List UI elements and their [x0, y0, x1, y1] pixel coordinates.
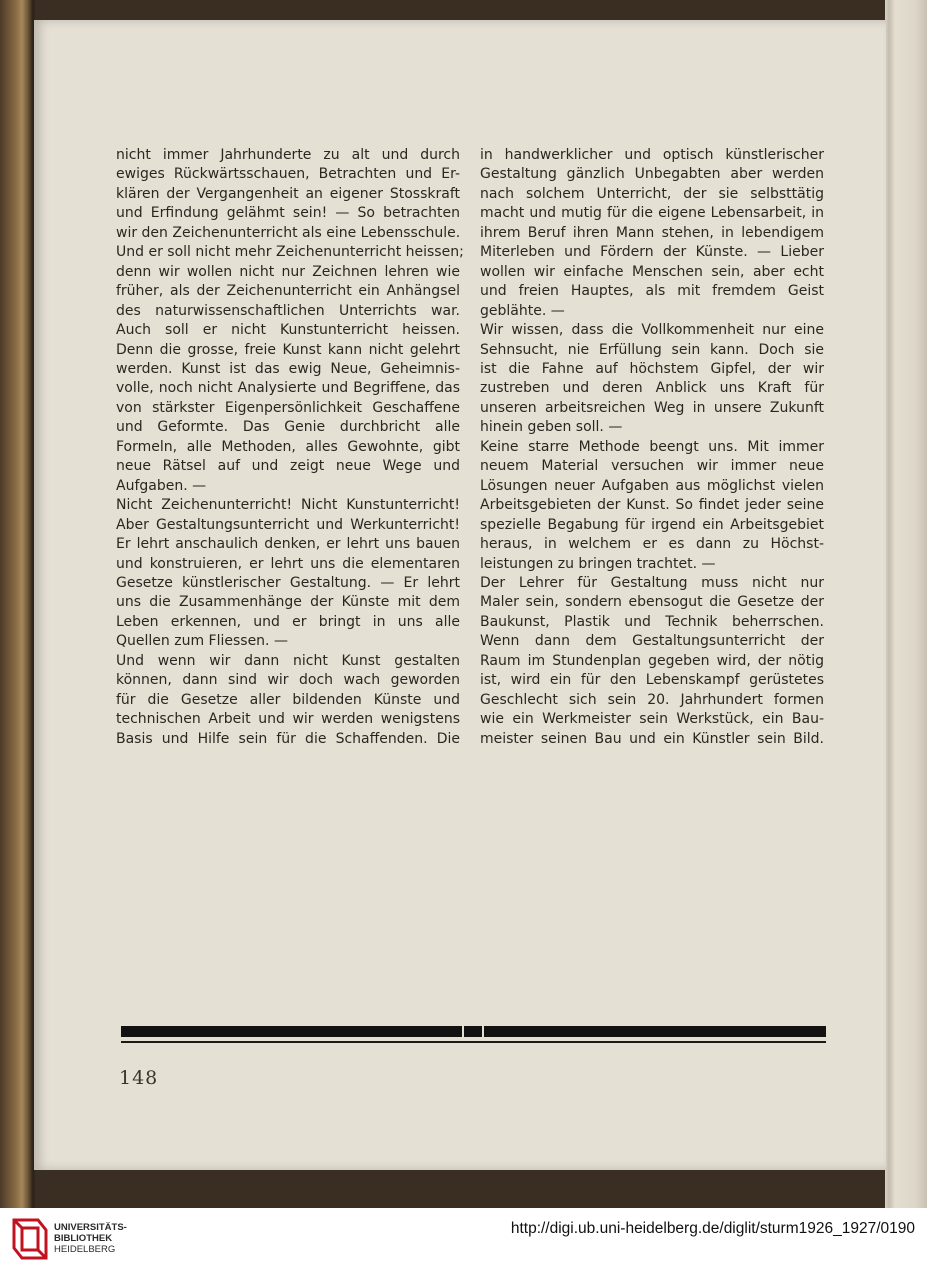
book-spine — [0, 0, 36, 1208]
text-line: volle, noch nicht Analysierte und Begriffene, das — [116, 380, 460, 397]
text-line: nach solchem Unterricht, der sie selbsttätig — [480, 185, 824, 202]
text-line: heraus, in welchem er es dann zu Höchst- — [480, 536, 824, 553]
library-line-1: UNIVERSITÄTS- — [54, 1222, 127, 1233]
text-line: in handwerklicher und optisch künstlerischer — [480, 147, 824, 163]
text-line: klären der Vergangenheit an eigener Stosskraft — [116, 185, 460, 202]
right-text-column — [480, 146, 824, 749]
text-line: Gestaltung gänzlich Unbegabten aber werden — [480, 166, 824, 183]
text-line: Auch soll er nicht Kunstunterricht heissen. — [116, 322, 460, 339]
text-line: denn wir wollen nicht nur Zeichnen lehren wie — [116, 263, 460, 280]
left-text-column — [116, 146, 464, 749]
text-line: Lösungen neuer Aufgaben aus möglichst vielen — [480, 477, 824, 494]
text-line: können, dann sind wir doch wach geworden — [116, 672, 460, 689]
text-line: werden. Kunst ist das ewig Neue, Geheimnis- — [116, 360, 460, 377]
text-line: wir den Zeichenunterricht als eine Lebensschule. — [116, 224, 461, 241]
thin-rule — [121, 1041, 826, 1043]
text-line: Raum im Stundenplan gegeben wird, der nötig — [480, 652, 824, 669]
text-line: uns die Zusammenhänge der Künste mit dem — [116, 594, 460, 611]
text-line: und konstruieren, er lehrt uns die elementaren — [116, 555, 460, 572]
permalink-url[interactable]: http://digi.ub.uni-heidelberg.de/diglit/sturm1926_1927/0190 — [510, 1220, 915, 1237]
text-line: spezielle Begabung für irgend ein Arbeitsgebiet — [480, 516, 824, 533]
text-line: leistungen zu bringen trachtet. — — [480, 555, 716, 572]
text-line: ist, wird ein für den Lebenskampf gerüstetes — [480, 672, 824, 689]
text-line: Sehnsucht, nie Erfüllung sein kann. Doch sie — [480, 341, 824, 358]
text-line: Geschlecht sich sein 20. Jahrhundert formen — [480, 691, 824, 708]
text-line: Miterleben und Fördern der Künste. — Lieber — [480, 244, 824, 261]
text-line: wie ein Werkmeister sein Werkstück, ein Bau- — [480, 711, 824, 728]
text-line: und freien Hauptes, als mit fremdem Geist — [480, 283, 824, 300]
text-line: technischen Arbeit und wir werden wenigstens — [116, 711, 460, 728]
text-line: nicht immer Jahrhunderte zu alt und durch — [116, 147, 460, 163]
text-line: Wir wissen, dass die Vollkommenheit nur eine — [480, 322, 824, 339]
text-line: Und er soll nicht mehr Zeichenunterricht heissen; — [116, 244, 464, 261]
text-line: ewiges Rückwärtsschauen, Betrachten und Er- — [116, 166, 460, 183]
text-line: neue Rätsel auf und zeigt neue Wege und — [116, 458, 460, 475]
text-line: geblähte. — — [480, 302, 565, 319]
rule-gap — [462, 1026, 464, 1037]
text-line: Keine starre Methode beengt uns. Mit immer — [480, 438, 824, 455]
text-line: Quellen zum Fliessen. — — [116, 633, 288, 650]
text-line: neuem Material versuchen wir immer neue — [480, 458, 824, 475]
text-line: Arbeitsgebieten der Kunst. So findet jeder seine — [480, 497, 824, 514]
text-line: von stärkster Eigenpersönlichkeit Geschaffene — [116, 399, 460, 416]
text-line: ihrem Beruf ihren Mann stehen, in lebendigem — [480, 224, 824, 241]
text-line: macht und mutig für die eigene Lebensarbeit, in — [480, 205, 824, 222]
text-line: unseren arbeitsreichen Weg in unsere Zukunft — [480, 399, 824, 416]
text-line: Gesetze künstlerischer Gestaltung. — Er lehrt — [116, 574, 460, 591]
text-line: Der Lehrer für Gestaltung muss nicht nur — [480, 574, 824, 591]
text-line: und Geformte. Das Genie durchbricht alle — [116, 419, 460, 436]
text-line: ist die Fahne auf höchstem Gipfel, der wir — [480, 360, 824, 377]
text-line: hinein geben soll. — — [480, 419, 623, 436]
library-line-2: BIBLIOTHEK — [54, 1233, 113, 1244]
text-line: für die Gesetze aller bildenden Künste und — [116, 691, 460, 708]
text-line: früher, als der Zeichenunterricht ein Anhängsel — [116, 283, 460, 300]
text-line: Er lehrt anschaulich denken, er lehrt uns bauen — [116, 536, 460, 553]
viewer-footer — [0, 1208, 927, 1273]
text-line: wollen wir einfache Menschen sein, aber echt — [480, 263, 824, 280]
text-line: Wenn dann dem Gestaltungsunterricht der — [480, 633, 824, 650]
rule-gap — [482, 1026, 484, 1037]
library-line-3: HEIDELBERG — [54, 1244, 116, 1255]
text-line: Nicht Zeichenunterricht! Nicht Kunstunterricht! — [116, 497, 460, 514]
text-line: zustreben und deren Anblick uns Kraft für — [480, 380, 824, 397]
text-line: Aufgaben. — — [116, 477, 207, 494]
text-line: des naturwissenschaftlichen Unterrichts war. — [116, 302, 460, 319]
heidelberg-logo-icon[interactable] — [10, 1216, 50, 1262]
text-line: Formeln, alle Methoden, alles Gewohnte, gibt — [116, 438, 460, 455]
text-line: Und wenn wir dann nicht Kunst gestalten — [116, 652, 460, 669]
text-line: Baukunst, Plastik und Technik beherrschen. — [480, 613, 824, 630]
text-line: Aber Gestaltungsunterricht und Werkunterricht! — [116, 516, 460, 533]
book-page — [34, 20, 886, 1170]
library-name[interactable] — [54, 1222, 127, 1255]
text-line: Denn die grosse, freie Kunst kann nicht gelehrt — [116, 341, 460, 358]
text-line: und Erfindung gelähmt sein! — So betrachten — [116, 205, 460, 222]
text-line: meister seinen Bau und ein Künstler sein Bild. — [480, 730, 824, 747]
page-number: 148 — [119, 1067, 159, 1089]
text-line: Maler sein, sondern ebensogut die Gesetze der — [480, 594, 824, 611]
thick-rule — [121, 1026, 826, 1037]
next-page-edge — [885, 0, 927, 1208]
text-line: Leben erkennen, und er bringt in uns alle — [116, 613, 460, 630]
text-line: Basis und Hilfe sein für die Schaffenden. Die — [116, 730, 460, 747]
